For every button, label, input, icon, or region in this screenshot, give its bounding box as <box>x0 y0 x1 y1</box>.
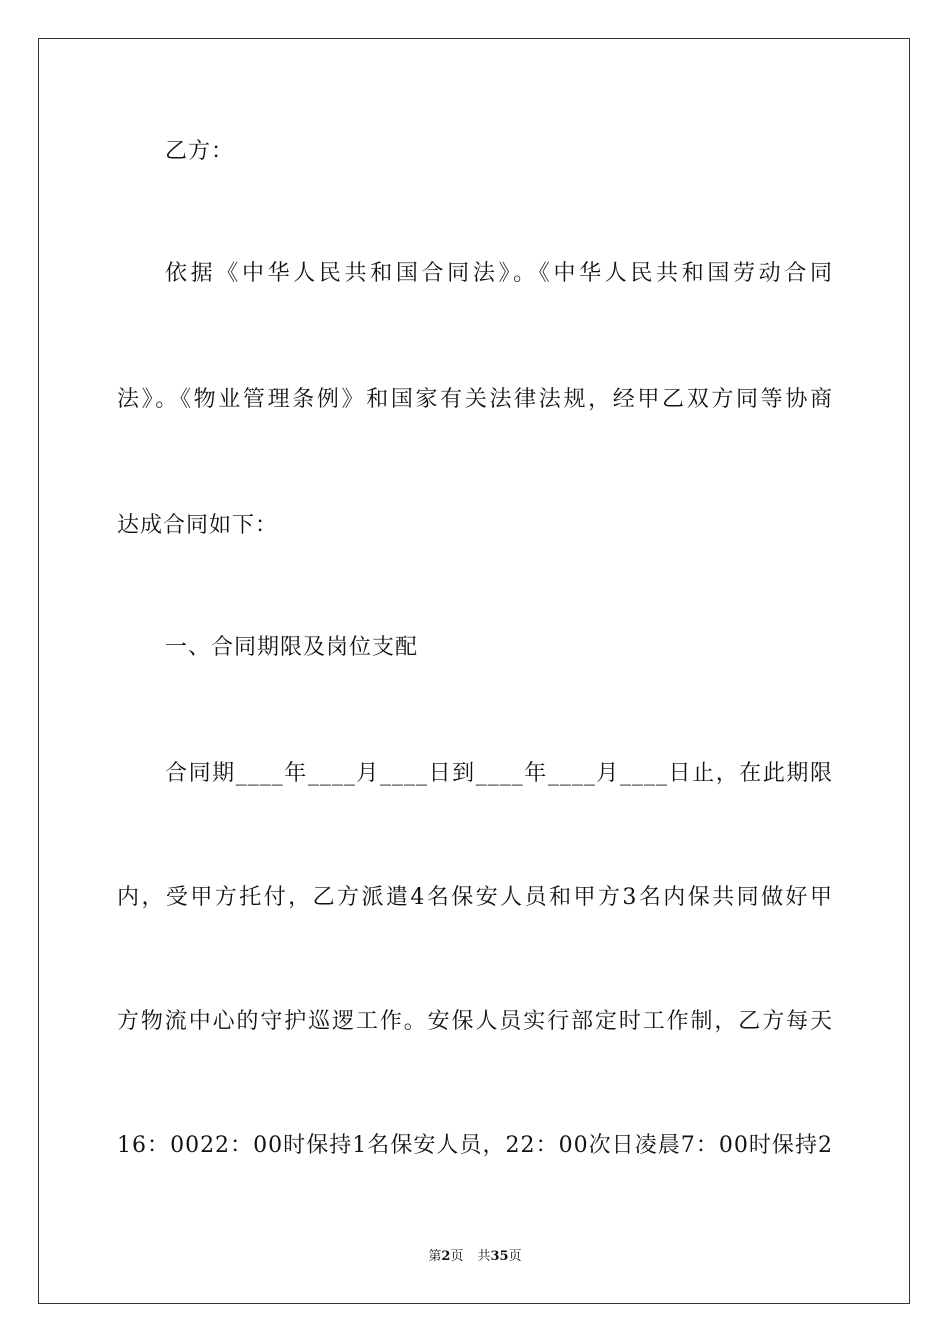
paragraph-line: 依据《中华人民共和国合同法》。《中华人民共和国劳动合同 <box>165 261 833 286</box>
paragraph-line: 方物流中心的守护巡逻工作。安保人员实行部定时工作制，乙方每天 <box>117 1009 833 1034</box>
total-page-count: 35 <box>490 1249 509 1264</box>
page-suffix: 页 <box>450 1249 464 1264</box>
current-page-number: 2 <box>441 1249 451 1264</box>
party-b-label: 乙方： <box>165 139 235 164</box>
paragraph-line: 内，受甲方托付，乙方派遣4名保安人员和甲方3名内保共同做好甲 <box>117 885 833 910</box>
paragraph-line: 合同期____年____月____日到____年____月____日止，在此期限 <box>165 761 833 786</box>
page-footer <box>0 1248 950 1266</box>
total-prefix: 共 <box>477 1249 491 1264</box>
paragraph-line: 16：0022：00时保持1名保安人员，22：00次日凌晨7：00时保持2 <box>117 1133 833 1158</box>
page-prefix: 第 <box>428 1249 442 1264</box>
section-heading: 一、合同期限及岗位支配 <box>165 635 419 660</box>
paragraph-line: 法》。《物业管理条例》和国家有关法律法规，经甲乙双方同等协商 <box>117 387 833 412</box>
total-suffix: 页 <box>508 1249 522 1264</box>
page-border <box>38 38 910 1304</box>
paragraph-line: 达成合同如下： <box>117 513 279 538</box>
